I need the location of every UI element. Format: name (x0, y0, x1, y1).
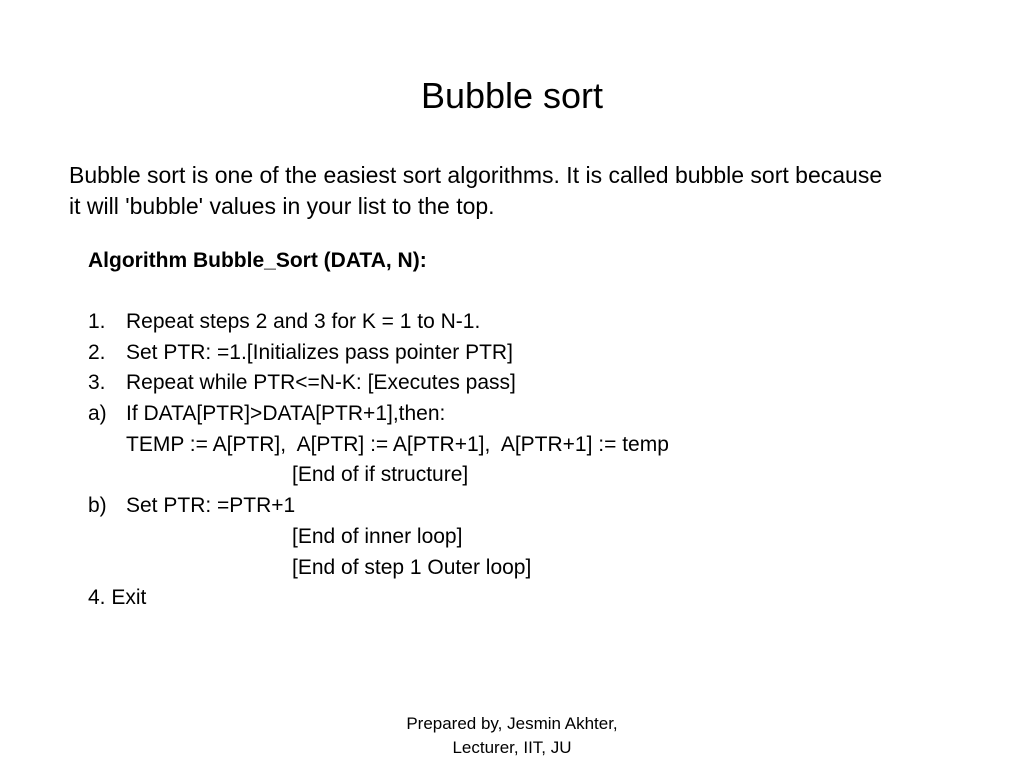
intro-line: Bubble sort is one of the easiest sort algorithms. It is called bubble sort because (69, 162, 883, 188)
substep-letter: b) (88, 494, 107, 518)
substep-letter: a) (88, 402, 107, 426)
substep-text: If DATA[PTR]>DATA[PTR+1],then: (126, 402, 446, 426)
end-comment (0, 460, 1024, 491)
step-number: 1. (88, 310, 106, 333)
footer-line: Prepared by, Jesmin Akhter, (406, 714, 618, 733)
swap-text: TEMP := A[PTR], A[PTR] := A[PTR+1], A[PTR+1] := temp (126, 432, 669, 456)
step-text: Set PTR: =1.[Initializes pass pointer PTR] (126, 340, 513, 364)
step-number: 3. (88, 371, 106, 395)
algorithm-step (0, 368, 1024, 399)
footer-credit (0, 712, 1024, 760)
intro-line: it will 'bubble' values in your list to the top. (69, 193, 495, 219)
algorithm-substep (0, 399, 1024, 430)
end-comment (0, 522, 1024, 553)
algorithm-heading: Algorithm Bubble_Sort (DATA, N): (88, 249, 427, 272)
algorithm-step (0, 307, 1024, 338)
step-number: 2. (88, 340, 106, 364)
exit-step: 4. Exit (88, 586, 147, 610)
swap-statement (0, 430, 1024, 461)
algorithm-step (0, 338, 1024, 369)
algorithm-step (0, 583, 1024, 614)
step-text: Repeat steps 2 and 3 for K = 1 to N-1. (126, 310, 481, 333)
algorithm-substep (0, 491, 1024, 522)
end-outer-loop-comment: [End of step 1 Outer loop] (292, 555, 532, 579)
step-text: Repeat while PTR<=N-K: [Executes pass] (126, 371, 516, 395)
algorithm-steps (0, 307, 1024, 614)
substep-text: Set PTR: =PTR+1 (126, 494, 296, 518)
end-if-comment: [End of if structure] (292, 463, 469, 487)
end-inner-loop-comment: [End of inner loop] (292, 524, 463, 548)
slide-title: Bubble sort (420, 75, 604, 116)
footer-line: Lecturer, IIT, JU (452, 738, 572, 757)
end-comment (0, 553, 1024, 584)
intro-paragraph (69, 160, 989, 222)
